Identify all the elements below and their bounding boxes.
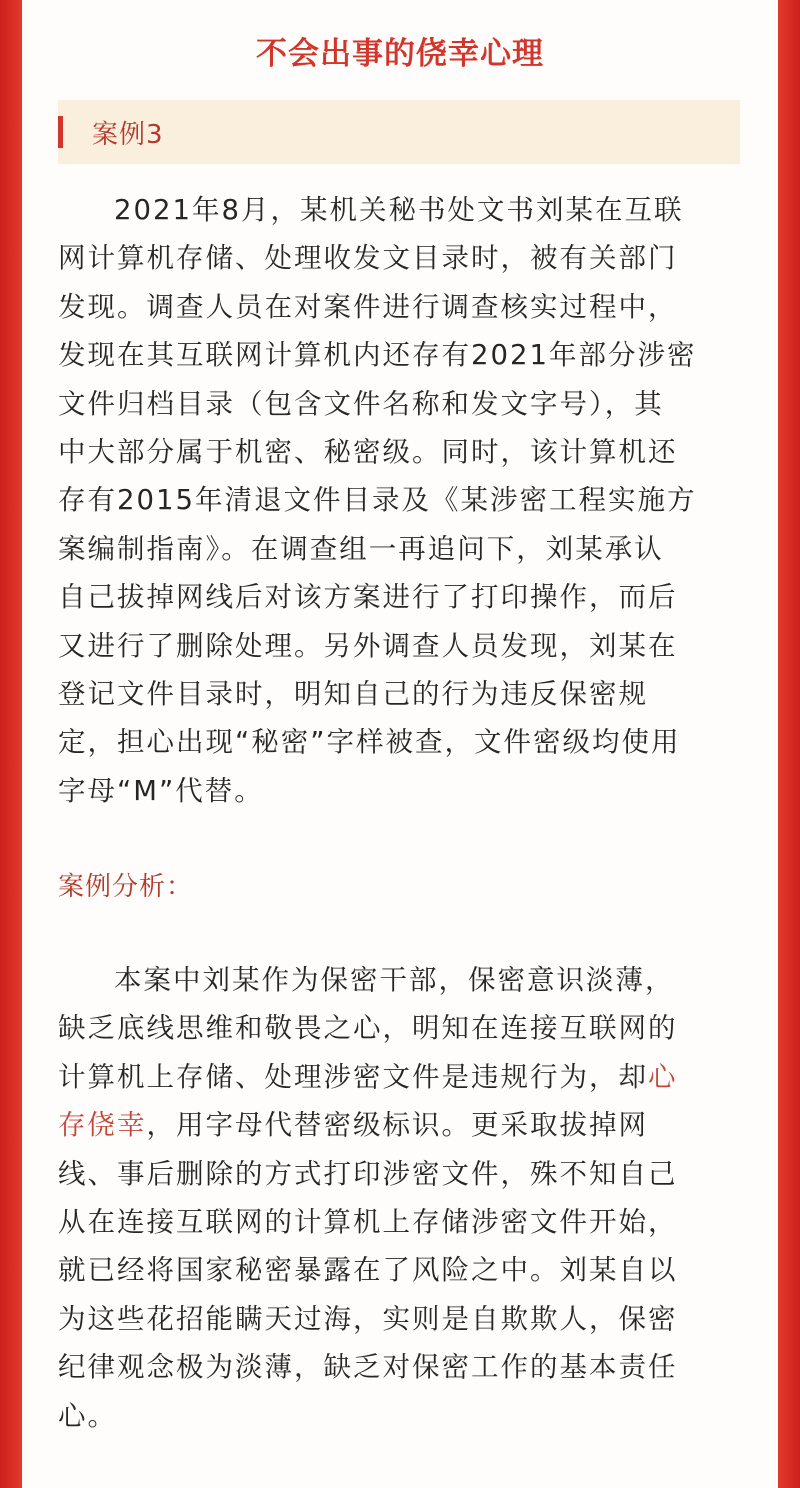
line-text: ，用字母代替密级标识。更采取拔掉网 xyxy=(146,1109,648,1142)
line-text: 计算机上存储、处理涉密文件是违规行为，却 xyxy=(58,1060,648,1093)
paragraph-line: 网计算机存储、处理收发文目录时，被有关部门 xyxy=(58,242,678,275)
case-label: 案例3 xyxy=(92,120,164,150)
right-red-border xyxy=(778,0,800,1488)
paragraph-line: 纪律观念极为淡薄，缺乏对保密工作的基本责任 xyxy=(58,1351,678,1384)
highlight-text: 心 xyxy=(648,1060,678,1093)
case-header-accent-bar xyxy=(58,116,63,148)
paragraph-line: 从在连接互联网的计算机上存储涉密文件开始， xyxy=(58,1206,678,1239)
paragraph-line: 发现。调查人员在对案件进行调查核实过程中， xyxy=(58,290,678,323)
paragraph-line: 字母“M”代替。 xyxy=(58,774,264,807)
left-red-border xyxy=(0,0,22,1488)
paragraph-line: 本案中刘某作为保密干部，保密意识淡薄， xyxy=(114,964,675,996)
paragraph-line: 为这些花招能瞒天过海，实则是自欺欺人，保密 xyxy=(58,1302,678,1335)
paragraph-line: 又进行了删除处理。另外调查人员发现，刘某在 xyxy=(58,629,678,662)
paragraph-line: 发现在其互联网计算机内还存有2021年部分涉密 xyxy=(58,339,697,372)
paragraph-line: 登记文件目录时，明知自己的行为违反保密规 xyxy=(58,678,648,711)
paragraph-line: 自己拔掉网线后对该方案进行了打印操作，而后 xyxy=(58,581,678,614)
paragraph-line xyxy=(58,1101,740,1149)
paragraph-line: 心。 xyxy=(58,1399,117,1432)
highlight-text: 存侥幸 xyxy=(58,1109,147,1142)
paragraph-line: 存有2015年清退文件目录及《某涉密工程实施方 xyxy=(58,484,697,517)
paragraph-line: 线、事后删除的方式打印涉密文件，殊不知自己 xyxy=(58,1157,678,1190)
article-title: 不会出事的侥幸心理 xyxy=(256,36,544,72)
paragraph-line: 定，担心出现“秘密”字样被查，文件密级均使用 xyxy=(58,726,681,759)
paragraph-line xyxy=(58,1053,740,1101)
paragraph-line: 文件归档目录（包含文件名称和发文字号），其 xyxy=(58,387,664,420)
case-analysis xyxy=(58,956,740,1440)
paragraph-line: 2021年8月，某机关秘书处文书刘某在互联 xyxy=(114,194,684,226)
paragraph-line: 案编制指南》。在调查组一再追问下，刘某承认 xyxy=(58,532,664,565)
case-header xyxy=(58,100,740,164)
paragraph-line: 中大部分属于机密、秘密级。同时，该计算机还 xyxy=(58,436,678,469)
case-description xyxy=(58,186,740,815)
article-card xyxy=(22,0,778,1488)
paragraph-line: 缺乏底线思维和敬畏之心，明知在连接互联网的 xyxy=(58,1012,678,1045)
analysis-label: 案例分析： xyxy=(58,872,194,902)
paragraph-line: 就已经将国家秘密暴露在了风险之中。刘某自以 xyxy=(58,1254,678,1287)
